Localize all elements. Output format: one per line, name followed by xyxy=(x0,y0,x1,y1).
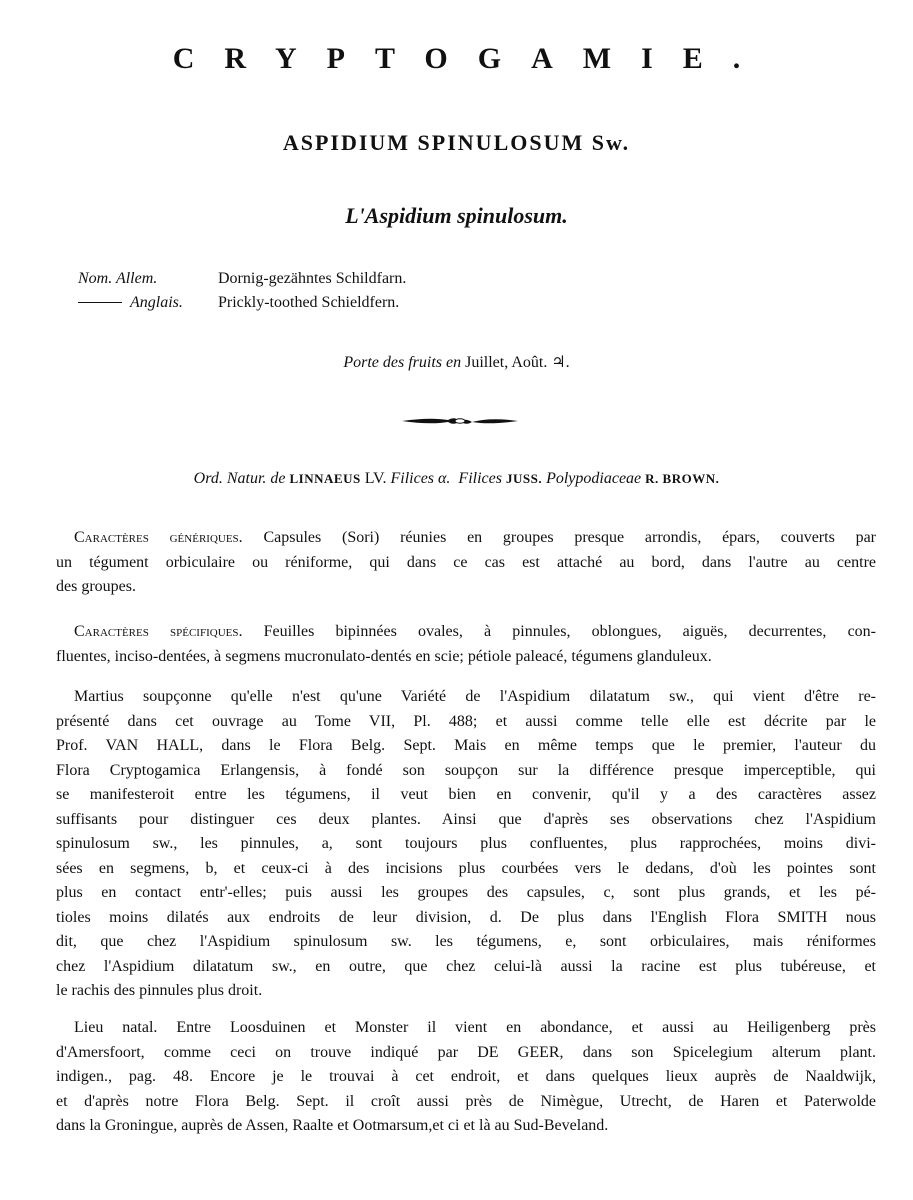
paragraph-line: Martius soupçonne qu'elle n'est qu'une Variété de l'Aspidium dilatatum sw., qui vient d'être re- xyxy=(74,688,876,705)
native-place-paragraph xyxy=(56,1016,876,1139)
dash-rule xyxy=(78,302,122,303)
paragraph-line: fluentes, inciso-dentées, à segmens mucronulato-dentés en scie; pétiole paleacé, tégumens glanduleux. xyxy=(56,647,712,665)
paragraph-line: Caractères spécifiques. Feuilles bipinnées ovales, à pinnules, oblongues, aiguës, decurrentes, con- xyxy=(74,623,876,640)
french-name-heading: L'Aspidium spinulosum. xyxy=(345,203,568,228)
ordnat-linnaeus: LINNAEUS xyxy=(289,471,361,486)
page-title: CRYPTOGAMIE. xyxy=(172,42,771,75)
paragraph-line: suffisants pour distinguer ces deux plantes. Ainsi que d'après ses observations chez l'Aspidium xyxy=(56,810,876,828)
ornament-divider-icon xyxy=(400,414,520,428)
martius-paragraph xyxy=(56,685,876,1004)
paragraph-line: dans la Groningue, auprès de Assen, Raalte et Ootmarsum,et ci et là au Sud-Beveland. xyxy=(56,1117,609,1134)
name-value: Dornig-gezähntes Schildfarn. xyxy=(218,270,407,287)
paragraph-line: spinulosum sw., les pinnules, a, sont toujours plus confluentes, plus rapprochées, moins divi- xyxy=(56,835,876,852)
name-row-english xyxy=(78,294,406,318)
common-names xyxy=(78,270,406,318)
name-value: Prickly-toothed Schieldfern. xyxy=(218,294,400,311)
ordnat-juss: JUSS. xyxy=(505,471,543,486)
specific-characters-paragraph xyxy=(56,620,876,669)
generic-characters-paragraph xyxy=(56,526,876,600)
paragraph-line: se manifesteroit entre les tégumens, il veut bien en convenir, qu'il y a des caractères assez xyxy=(56,786,876,803)
paragraph-line: des groupes. xyxy=(56,578,136,595)
ordnat-lv: LV. xyxy=(364,470,387,487)
paragraph-line: tioles moins dilatés aux endroits de leur division, d. De plus dans l'English Flora SMITH nous xyxy=(56,908,876,926)
paragraph-line: présenté dans cet ouvrage au Tome VII, Pl. 488; et aussi comme telle elle est décrite par le xyxy=(56,712,876,730)
fruiting-line xyxy=(0,352,913,372)
natural-order-line xyxy=(0,470,913,488)
name-row-german xyxy=(78,270,406,294)
ordnat-polypodiaceae: Polypodiaceae xyxy=(546,470,642,487)
ordnat-prefix: Ord. Natur. de xyxy=(193,470,286,487)
paragraph-line: Caractères génériques. Capsules (Sori) réunies en groupes presque arrondis, épars, couverts par xyxy=(74,529,877,546)
fruits-months: Juillet, Août. xyxy=(465,354,548,371)
paragraph-line: le rachis des pinnules plus droit. xyxy=(56,982,263,999)
name-label: Nom. Allem. xyxy=(78,270,158,287)
paragraph-line: chez l'Aspidium dilatatum sw., en outre, que chez celui-là aussi la racine est plus tubéreuse, et xyxy=(56,957,876,975)
paragraph-lead: Caractères spécifiques. xyxy=(74,623,243,640)
paragraph-line: et d'après notre Flora Belg. Sept. il croît aussi près de Nimègue, Utrecht, de Haren et Paterwolde xyxy=(56,1092,876,1110)
perennial-symbol: ♃. xyxy=(551,354,570,371)
paragraph-line: d'Amersfoort, comme ceci on trouve indiqué par DE GEER, dans son Spicelegium alterum plant. xyxy=(56,1043,876,1061)
fruits-prefix: Porte des fruits en xyxy=(343,354,462,371)
name-label-with-dash: Anglais. xyxy=(78,294,218,312)
paragraph-line: Prof. VAN HALL, dans le Flora Belg. Sept. Mais en même temps que le premier, l'auteur du xyxy=(56,737,876,754)
paragraph-line: indigen., pag. 48. Encore je le trouvai à cet endroit, et dans quelques lieux auprès de Naaldwijk, xyxy=(56,1068,876,1085)
ordnat-brown: R. BROWN. xyxy=(645,471,720,486)
paragraph-line: plus en contact entr'-elles; puis aussi les groupes des capsules, c, sont plus grands, et les pé- xyxy=(56,884,876,901)
paragraph-line: Lieu natal. Entre Loosduinen et Monster il vient en abondance, et aussi au Heiligenberg près xyxy=(74,1019,876,1036)
paragraph-line: un tégument orbiculaire ou réniforme, qui dans ce cas est attaché au bord, dans l'autre au centre xyxy=(56,553,876,571)
paragraph-line: dit, que chez l'Aspidium spinulosum sw. les tégumens, e, sont orbiculaires, mais réniformes xyxy=(56,933,876,950)
paragraph-line: sées en segmens, b, et ceux-ci à des incisions plus courbées vers le dedans, d'où les pointes sont xyxy=(56,859,876,877)
paragraph-lead: Caractères génériques. xyxy=(74,529,243,546)
ordnat-filices-a: Filices α. xyxy=(390,470,451,487)
paragraph-line: Flora Cryptogamica Erlangensis, à fondé son soupçon sur la différence presque imperceptible, qui xyxy=(56,761,876,779)
species-heading: ASPIDIUM SPINULOSUM Sw. xyxy=(282,130,631,155)
ordnat-filices: Filices xyxy=(458,470,502,487)
